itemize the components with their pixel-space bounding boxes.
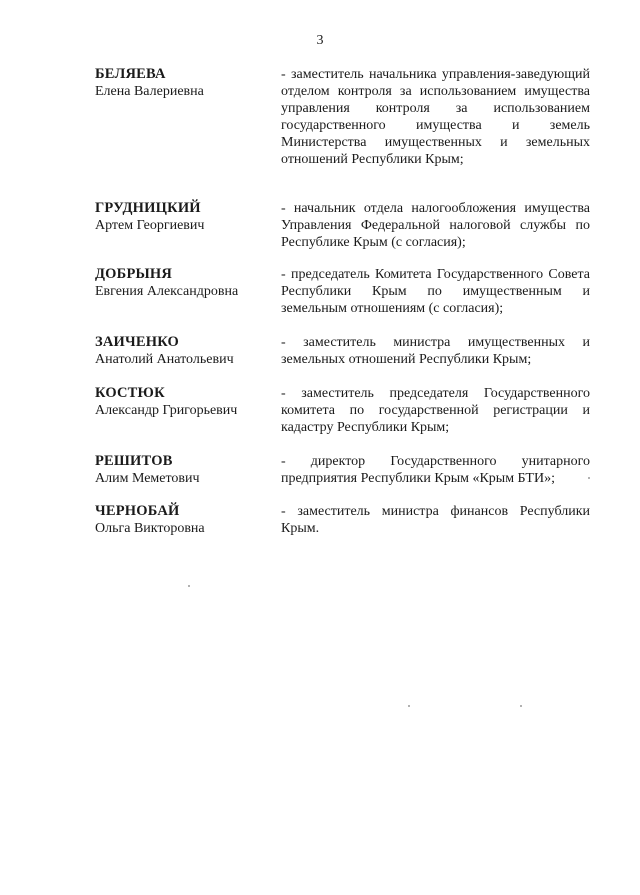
page-number: 3 xyxy=(316,33,324,48)
member-position: - начальник отдела налогообложения имущества Управления Федеральной налоговой службы по Республике Крым (с согласия); xyxy=(281,201,590,250)
scan-speck xyxy=(520,705,522,707)
member-given-names: Артем Георгиевич xyxy=(95,218,205,233)
member-given-names: Анатолий Анатольевич xyxy=(95,352,234,367)
scan-speck xyxy=(408,705,410,707)
member-surname: ГРУДНИЦКИЙ xyxy=(95,200,201,216)
scan-speck xyxy=(588,477,590,479)
member-position: - заместитель министра имущественных и земельных отношений Республики Крым; xyxy=(281,335,590,367)
member-position: - заместитель начальника управления-заведующий отделом контроля за использованием имущества управления контроля за использованием государственного имущества и земель Министерства имущественных и земельных отношений Республики Крым; xyxy=(281,67,590,167)
member-given-names: Алим Меметович xyxy=(95,471,200,486)
member-surname: КОСТЮК xyxy=(95,385,165,401)
member-given-names: Ольга Викторовна xyxy=(95,521,205,536)
member-name xyxy=(95,266,275,300)
scan-speck xyxy=(188,585,190,587)
member-given-names: Елена Валериевна xyxy=(95,84,204,99)
member-name xyxy=(95,385,275,419)
member-surname: БЕЛЯЕВА xyxy=(95,66,166,82)
member-position: - председатель Комитета Государственного Совета Республики Крым по имущественным и земельным отношениям (с согласия); xyxy=(281,267,590,316)
member-name xyxy=(95,334,275,368)
member-position: - заместитель председателя Государственного комитета по государственной регистрации и кадастру Республики Крым; xyxy=(281,386,590,435)
member-name xyxy=(95,200,275,234)
member-surname: ЧЕРНОБАЙ xyxy=(95,503,180,519)
member-name xyxy=(95,66,275,100)
member-name xyxy=(95,503,275,537)
member-given-names: Евгения Александровна xyxy=(95,284,239,299)
member-given-names: Александр Григорьевич xyxy=(95,403,238,418)
member-surname: ЗАИЧЕНКО xyxy=(95,334,180,350)
member-position: - заместитель министра финансов Республики Крым. xyxy=(281,504,590,536)
member-surname: РЕШИТОВ xyxy=(95,453,173,469)
member-name xyxy=(95,453,275,487)
member-position: - директор Государственного унитарного предприятия Республики Крым «Крым БТИ»; xyxy=(281,454,590,486)
member-surname: ДОБРЫНЯ xyxy=(95,266,173,282)
